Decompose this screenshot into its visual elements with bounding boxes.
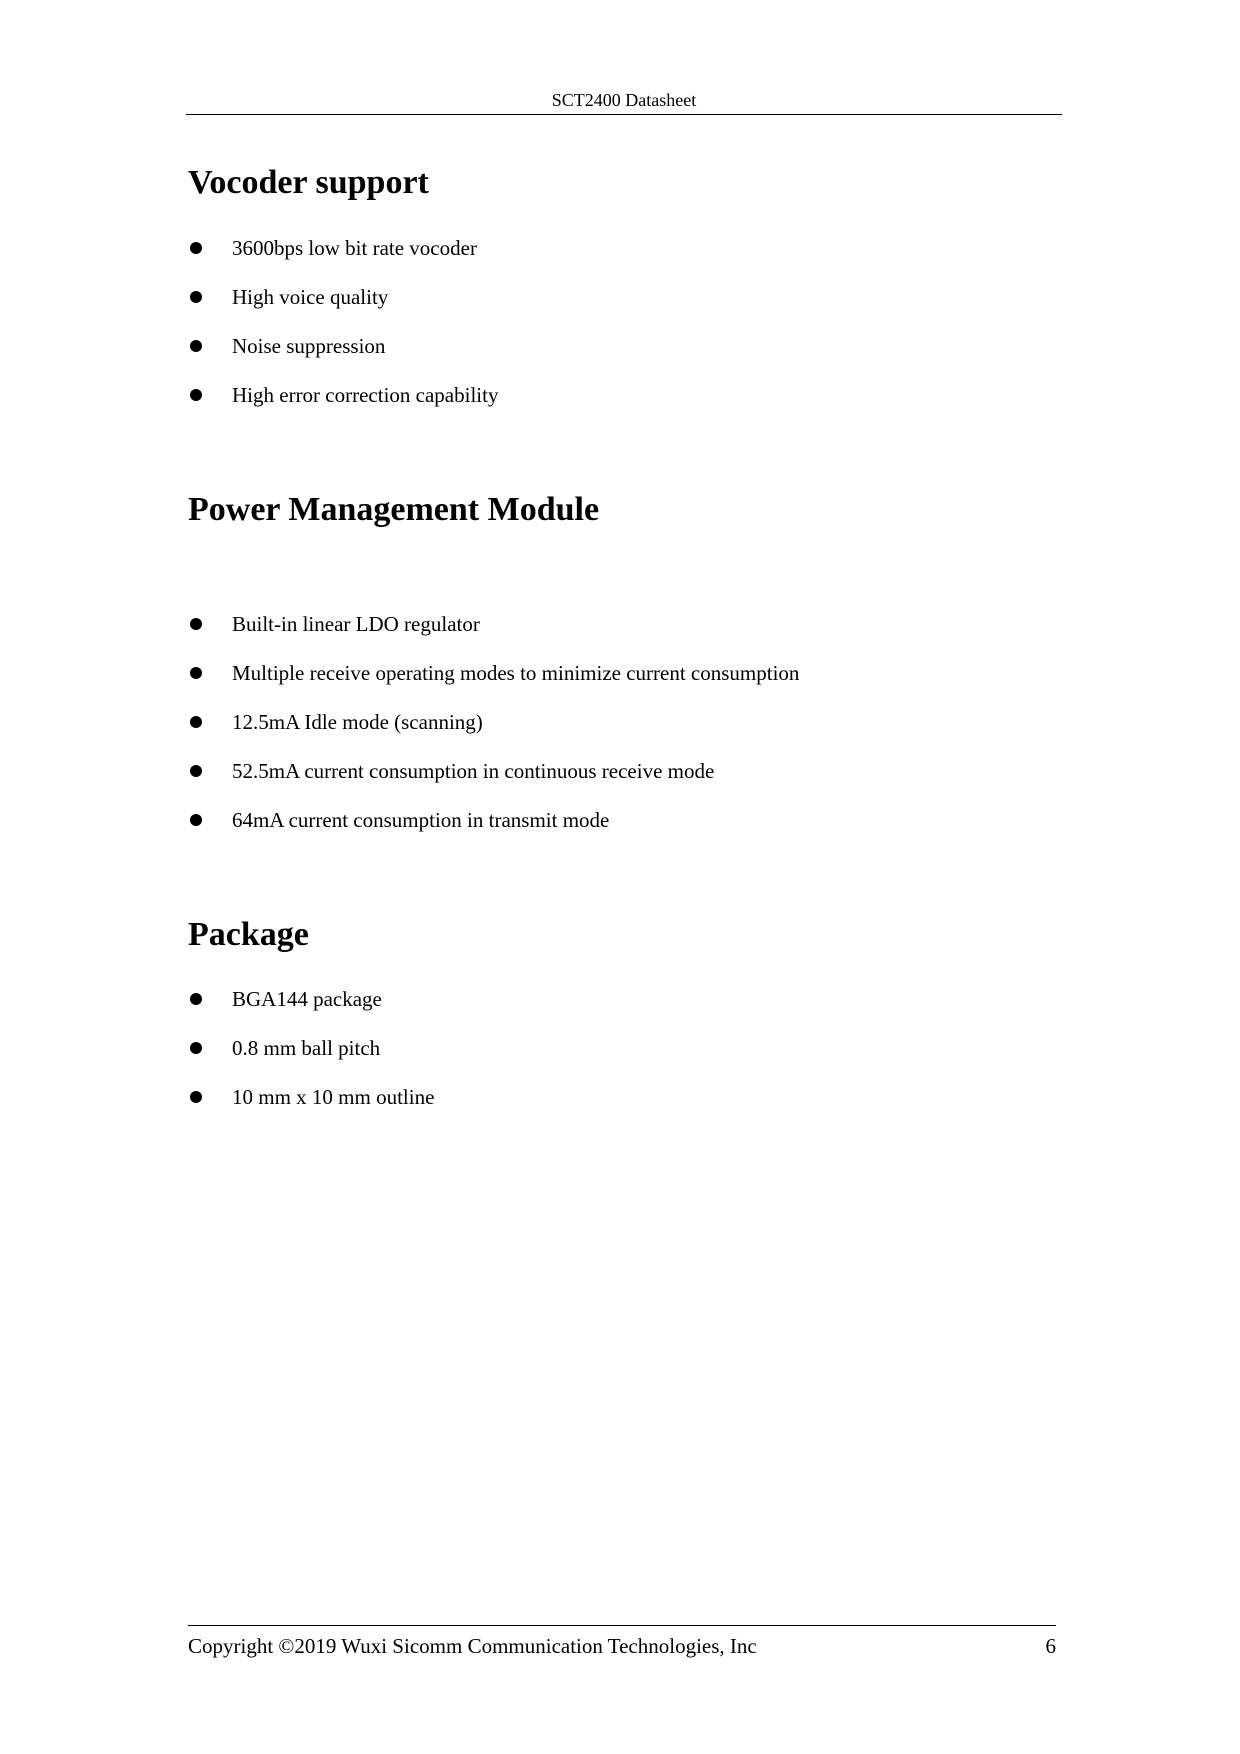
list-item-text: High error correction capability — [232, 383, 499, 407]
bullet-icon — [190, 667, 202, 679]
bullet-icon — [190, 1091, 202, 1103]
list-item-text: Built-in linear LDO regulator — [232, 612, 480, 636]
list-item-text: Multiple receive operating modes to minimize current consumption — [232, 661, 800, 685]
section-heading-package: Package — [188, 916, 309, 953]
list-item-text: 12.5mA Idle mode (scanning) — [232, 710, 483, 734]
bullet-icon — [190, 765, 202, 777]
bullet-icon — [190, 993, 202, 1005]
list-item-text: 3600bps low bit rate vocoder — [232, 236, 477, 260]
bullet-icon — [190, 618, 202, 630]
bullet-icon — [190, 340, 202, 352]
bullet-icon — [190, 814, 202, 826]
page-header — [186, 86, 1062, 115]
bullet-icon — [190, 242, 202, 254]
list-item-text: 10 mm x 10 mm outline — [232, 1085, 435, 1109]
list-item-text: High voice quality — [232, 285, 389, 309]
list-item-text: 0.8 mm ball pitch — [232, 1036, 381, 1060]
bullet-icon — [190, 1042, 202, 1054]
list-item-text: 52.5mA current consumption in continuous receive mode — [232, 759, 715, 783]
bullet-icon — [190, 389, 202, 401]
header-title: SCT2400 Datasheet — [551, 90, 697, 110]
section-heading-vocoder: Vocoder support — [188, 164, 429, 201]
list-item-text: BGA144 package — [232, 987, 382, 1011]
bullet-icon — [190, 291, 202, 303]
bullet-icon — [190, 716, 202, 728]
list-item-text: 64mA current consumption in transmit mode — [232, 808, 610, 832]
page-number: 6 — [1045, 1634, 1056, 1658]
page-footer — [188, 1625, 1056, 1658]
footer-copyright: Copyright ©2019 Wuxi Sicomm Communication Technologies, Inc — [188, 1634, 757, 1658]
section-heading-power: Power Management Module — [188, 491, 600, 528]
list-item-text: Noise suppression — [232, 334, 386, 358]
